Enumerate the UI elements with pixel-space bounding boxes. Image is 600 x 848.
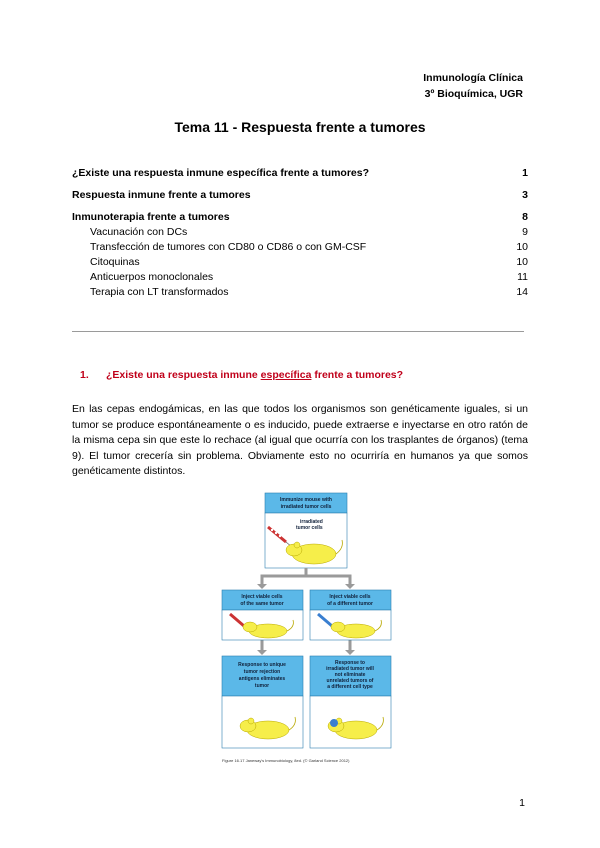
toc-entry-page: 9 <box>522 226 528 238</box>
toc-entry-page: 10 <box>516 256 528 268</box>
toc-entry-label: Respuesta inmune frente a tumores <box>72 189 251 201</box>
toc-subentry[interactable] <box>72 255 528 270</box>
toc-entry-label: Terapia con LT transformados <box>90 286 229 298</box>
toc-entry-page: 1 <box>522 167 528 179</box>
toc-entry-label: Inmunoterapia frente a tumores <box>72 211 230 223</box>
right-result-label-1: Response to <box>334 660 366 666</box>
course-name: Inmunología Clínica <box>423 72 523 84</box>
toc-subentry[interactable] <box>72 285 528 300</box>
course-year: 3º Bioquímica, UGR <box>424 88 523 100</box>
page-number: 1 <box>519 797 525 809</box>
toc-entry-label: Anticuerpos monoclonales <box>90 271 214 283</box>
toc-entry-page: 3 <box>522 189 528 201</box>
right-box-label-1: Inject viable cells <box>329 594 371 600</box>
left-result-label-3: antigens eliminates <box>238 676 286 682</box>
toc-entry-label: Citoquinas <box>90 256 140 268</box>
document-title: Tema 11 - Respuesta frente a tumores <box>174 119 426 135</box>
section-divider <box>72 331 524 332</box>
toc-subentry[interactable] <box>72 270 528 285</box>
toc-entry-page: 11 <box>517 271 528 283</box>
irradiated-label-2: tumor cells <box>296 525 323 531</box>
top-box-label-1: Immunize mouse with <box>280 497 332 503</box>
figure-caption: Figure 16.17 Janeway's Immunobiology, 8ed. (© Garland Science 2012) <box>222 758 350 763</box>
irradiated-label-1: irradiated <box>300 519 323 525</box>
toc-entry-label: Transfección de tumores con CD80 o CD86 o con GM-CSF <box>90 241 367 253</box>
table-of-contents <box>72 166 528 300</box>
toc-entry-page: 8 <box>522 211 528 223</box>
section-title-start: ¿Existe una respuesta inmune <box>106 369 261 381</box>
right-result-label-5: a different cell type <box>327 684 373 690</box>
toc-subentry[interactable] <box>72 225 528 240</box>
toc-entry[interactable] <box>72 166 528 181</box>
left-box-label-2: of the same tumor <box>240 601 284 607</box>
top-box-label-2: irradiated tumor cells <box>280 504 332 510</box>
toc-entry-label: ¿Existe una respuesta inmune específica frente a tumores? <box>72 167 370 179</box>
toc-entry-page: 10 <box>516 241 528 253</box>
toc-entry-label: Vacunación con DCs <box>90 226 188 238</box>
section-title-end: frente a tumores? <box>311 369 404 381</box>
left-box-label-1: Inject viable cells <box>241 594 283 600</box>
right-result-label-4: unrelated tumors of <box>326 678 374 684</box>
toc-subentry[interactable] <box>72 240 528 255</box>
right-box-label-2: of a different tumor <box>327 601 373 607</box>
left-result-label-1: Response to unique <box>238 662 286 668</box>
tumor-rejection-figure <box>218 490 396 770</box>
toc-entry[interactable] <box>72 188 528 203</box>
document-header <box>423 70 523 102</box>
tumor-mass-icon <box>330 719 338 727</box>
section-heading <box>80 369 403 381</box>
right-result-label-2: irradiated tumor will <box>326 666 374 672</box>
left-result-label-4: tumor <box>254 683 270 689</box>
left-result-label-2: tumor rejection <box>243 669 281 675</box>
toc-entry[interactable] <box>72 210 528 225</box>
body-paragraph: En las cepas endogámicas, en las que todos los organismos son genéticamente iguales, si un tumor se produce espontáneamente o es inducido, puede extraerse e inyectarse en otro ratón de la misma cepa sin que este lo rechace (al igual que ocurría con los trasplantes de órganos) (tema 9). El tumor crecería sin problema. Obviamente esto no ocurriría en humanos ya que somos genéticamente distintos. <box>72 403 528 478</box>
section-title-emphasis: específica <box>260 369 312 381</box>
toc-entry-page: 14 <box>516 286 528 298</box>
right-result-label-3: not eliminate <box>334 672 366 678</box>
section-number: 1. <box>80 369 89 381</box>
